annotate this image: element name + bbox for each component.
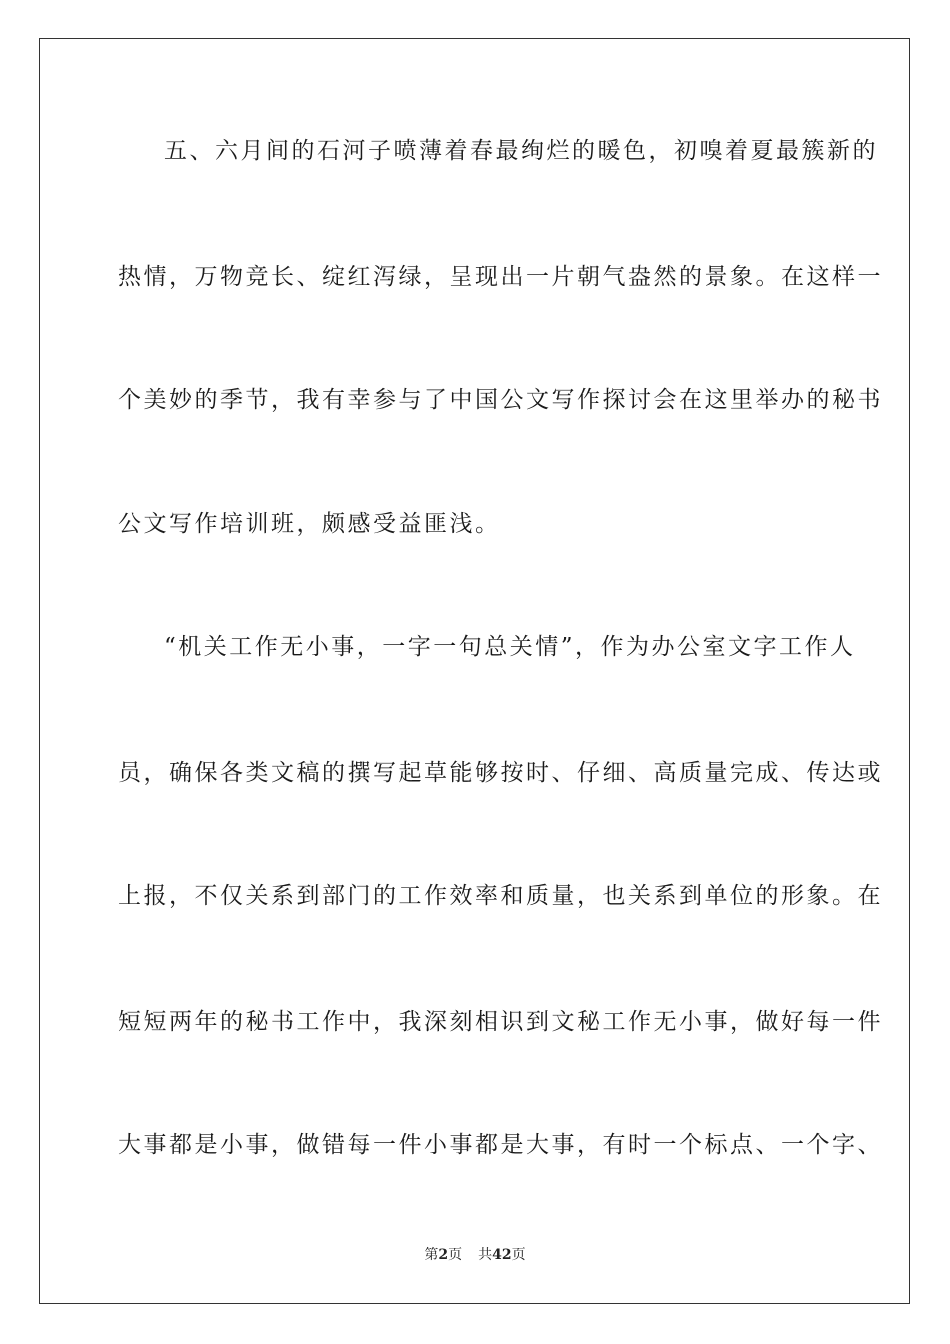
paragraph-2-line-1: “机关工作无小事，一字一句总关情”，作为办公室文字工作人 [164,634,856,660]
paragraph-2-line-2: 员，确保各类文稿的撰写起草能够按时、仔细、高质量完成、传达或 [118,760,883,786]
paragraph-1-line-2: 热情，万物竞长、绽红泻绿，呈现出一片朝气盎然的景象。在这样一 [118,264,883,290]
paragraph-1-line-3: 个美妙的季节，我有幸参与了中国公文写作探讨会在这里举办的秘书 [118,387,883,413]
page-border [39,38,910,1304]
paragraph-2-line-3: 上报，不仅关系到部门的工作效率和质量，也关系到单位的形象。在 [118,883,883,909]
total-pages: 42 [492,1247,512,1263]
paragraph-2-line-5: 大事都是小事，做错每一件小事都是大事，有时一个标点、一个字、 [118,1132,883,1158]
paragraph-1-line-4: 公文写作培训班，颇感受益匪浅。 [118,511,501,537]
total-prefix: 共 [478,1247,493,1263]
page-number: 2 [438,1247,449,1263]
paragraph-2-line-4: 短短两年的秘书工作中，我深刻相识到文秘工作无小事，做好每一件 [118,1009,883,1035]
paragraph-1-line-1: 五、六月间的石河子喷薄着春最绚烂的暖色，初嗅着夏最簇新的 [164,138,878,164]
page-suffix: 页 [448,1247,463,1263]
page-prefix: 第 [424,1247,439,1263]
total-suffix: 页 [511,1247,526,1263]
page-footer [0,1246,950,1264]
